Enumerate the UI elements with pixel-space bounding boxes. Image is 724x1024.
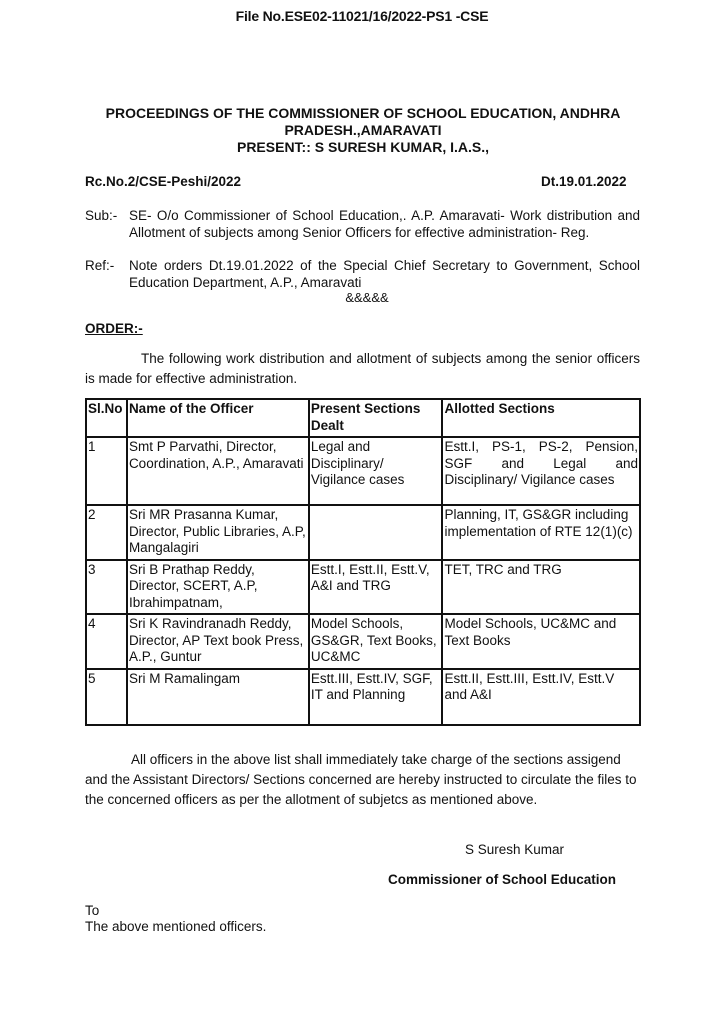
table-header-row	[86, 399, 640, 437]
addressee-block	[85, 903, 266, 935]
cell-sl-no: 3	[86, 560, 127, 615]
table-row	[86, 614, 640, 669]
cell-officer-name: Sri K Ravindranadh Reddy, Director, AP Text book Press, A.P., Guntur	[127, 614, 309, 669]
table-row	[86, 437, 640, 505]
header-officer-name: Name of the Officer	[127, 399, 309, 437]
cell-sl-no: 2	[86, 505, 127, 560]
header-present-sections: Present Sections Dealt	[309, 399, 443, 437]
header-sl-no: Sl.No	[86, 399, 127, 437]
cell-sl-no: 4	[86, 614, 127, 669]
cell-present-sections: Legal and Disciplinary/ Vigilance cases	[309, 437, 443, 505]
reference-number: Rc.No.2/CSE-Peshi/2022	[85, 174, 242, 189]
subject-text: SE- O/o Commissioner of School Education,. A.P. Amaravati- Work distribution and Allotment of subjects among Senior Officers for effective administration- Reg.	[129, 208, 640, 240]
cell-sl-no: 1	[86, 437, 127, 505]
heading-line-1: PROCEEDINGS OF THE COMMISSIONER OF SCHOOL EDUCATION, ANDHRA	[105, 105, 621, 121]
cell-sl-no: 5	[86, 669, 127, 725]
table-row	[86, 669, 640, 725]
reference-block	[85, 258, 640, 291]
reference-text: Note orders Dt.19.01.2022 of the Special Chief Secretary to Government, School Education Department, A.P., Amaravati	[129, 258, 640, 290]
heading-line-3: PRESENT:: S SURESH KUMAR, I.A.S.,	[236, 139, 490, 155]
separator: &&&&&	[345, 290, 389, 305]
subject-block	[85, 208, 640, 241]
order-heading: ORDER:-	[85, 321, 143, 336]
order-date: Dt.19.01.2022	[541, 174, 627, 189]
cell-present-sections	[309, 505, 443, 560]
signatory-name: S Suresh Kumar	[465, 842, 565, 857]
recipients: The above mentioned officers.	[85, 919, 267, 934]
cell-officer-name: Sri M Ramalingam	[127, 669, 309, 725]
cell-officer-name: Smt P Parvathi, Director, Coordination, A.P., Amaravati	[127, 437, 309, 505]
cell-allotted-sections: Model Schools, UC&MC and Text Books	[442, 614, 640, 669]
proceedings-heading	[78, 105, 648, 156]
signatory-title: Commissioner of School Education	[388, 872, 617, 887]
to-label: To	[85, 903, 100, 918]
cell-allotted-sections: Estt.I, PS-1, PS-2, Pension, SGF and Legal and Disciplinary/ Vigilance cases	[442, 437, 640, 505]
cell-present-sections: Model Schools, GS&GR, Text Books, UC&MC	[309, 614, 443, 669]
file-number: File No.ESE02-11021/16/2022-PS1 -CSE	[235, 8, 489, 24]
intro-paragraph: The following work distribution and allotment of subjects among the senior officers is made for effective administration.	[85, 351, 640, 386]
cell-officer-name: Sri MR Prasanna Kumar, Director, Public Libraries, A.P, Mangalagiri	[127, 505, 309, 560]
subject-label: Sub:-	[85, 208, 118, 223]
cell-allotted-sections: Planning, IT, GS&GR including implementation of RTE 12(1)(c)	[442, 505, 640, 560]
table-row	[86, 505, 640, 560]
heading-line-2: PRADESH.,AMARAVATI	[284, 122, 442, 138]
cell-allotted-sections: Estt.II, Estt.III, Estt.IV, Estt.V and A&I	[442, 669, 640, 725]
closing-paragraph: All officers in the above list shall immediately take charge of the sections assigend and the Assistant Directors/ Sections concerned are hereby instructed to circulate the files to the concerned officers as per the allotment of subjetcs as mentioned above.	[85, 752, 637, 807]
cell-present-sections: Estt.III, Estt.IV, SGF, IT and Planning	[309, 669, 443, 725]
allotment-table	[85, 398, 641, 726]
header-allotted-sections: Allotted Sections	[442, 399, 640, 437]
reference-label: Ref:-	[85, 258, 115, 273]
cell-present-sections: Estt.I, Estt.II, Estt.V, A&I and TRG	[309, 560, 443, 615]
cell-officer-name: Sri B Prathap Reddy, Director, SCERT, A.P, Ibrahimpatnam,	[127, 560, 309, 615]
cell-allotted-sections: TET, TRC and TRG	[442, 560, 640, 615]
table-row	[86, 560, 640, 615]
